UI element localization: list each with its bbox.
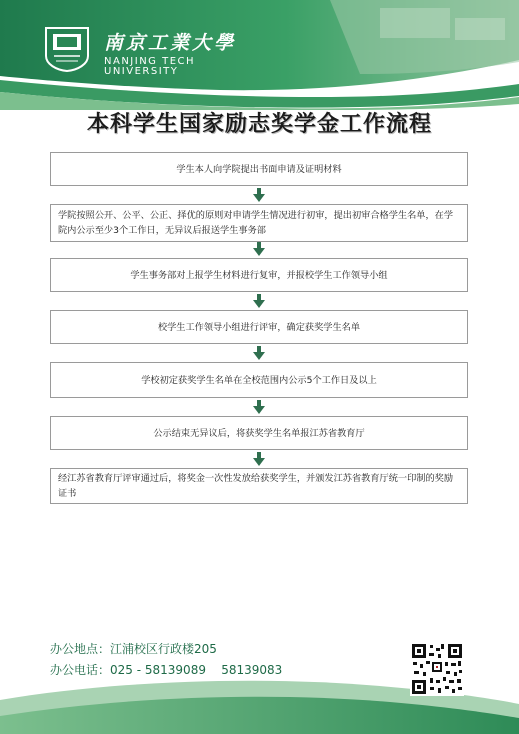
flow-step-5 — [50, 362, 468, 398]
flow-step-6 — [50, 416, 468, 450]
flow-step-text: 经江苏省教育厅评审通过后，将奖金一次性发放给获奖学生，并颁发江苏省教育厅统一印制的奖励证书 — [58, 473, 454, 499]
phone-label: 办公电话： — [50, 663, 111, 677]
flow-step-text: 学院按照公开、公平、公正、择优的原则对申请学生情况进行初审，提出初审合格学生名单，在学院内公示至少3个工作日，无异议后报送学生事务部 — [58, 210, 454, 236]
down-arrow-icon — [253, 400, 265, 414]
office-phone — [50, 661, 282, 678]
university-name-en-line2: UNIVERSITY — [104, 66, 179, 77]
office-address — [50, 640, 217, 657]
phone-value: 025 - 58139089 58139083 — [110, 663, 283, 677]
flow-step-7 — [50, 468, 468, 504]
qr-code-icon — [410, 642, 464, 696]
flow-step-4 — [50, 310, 468, 344]
down-arrow-icon — [253, 242, 265, 256]
flow-step-2 — [50, 204, 468, 242]
flow-step-1 — [50, 152, 468, 186]
university-name-cn: 南京工業大學 — [104, 32, 237, 54]
flow-step-text: 学生事务部对上报学生材料进行复审，并报校学生工作领导小组 — [130, 269, 388, 281]
flow-step-text: 公示结束无异议后，将获奖学生名单报江苏省教育厅 — [153, 427, 365, 439]
address-label: 办公地点： — [50, 642, 111, 656]
university-name-en-line1: NANJING TECH — [104, 56, 196, 67]
flow-step-text: 校学生工作领导小组进行评审，确定获奖学生名单 — [157, 321, 361, 333]
flow-step-3 — [50, 258, 468, 292]
flow-step-text: 学生本人向学院提出书面申请及证明材料 — [176, 163, 342, 175]
address-value: 江浦校区行政楼205 — [110, 642, 217, 656]
flow-step-text: 学校初定获奖学生名单在全校范围内公示5个工作日及以上 — [141, 374, 377, 386]
down-arrow-icon — [253, 452, 265, 466]
down-arrow-icon — [253, 294, 265, 308]
down-arrow-icon — [253, 346, 265, 360]
down-arrow-icon — [253, 188, 265, 202]
page-title: 本科学生国家励志奖学金工作流程 — [86, 111, 432, 137]
header-banner — [0, 0, 519, 110]
university-logo-icon — [44, 26, 90, 72]
